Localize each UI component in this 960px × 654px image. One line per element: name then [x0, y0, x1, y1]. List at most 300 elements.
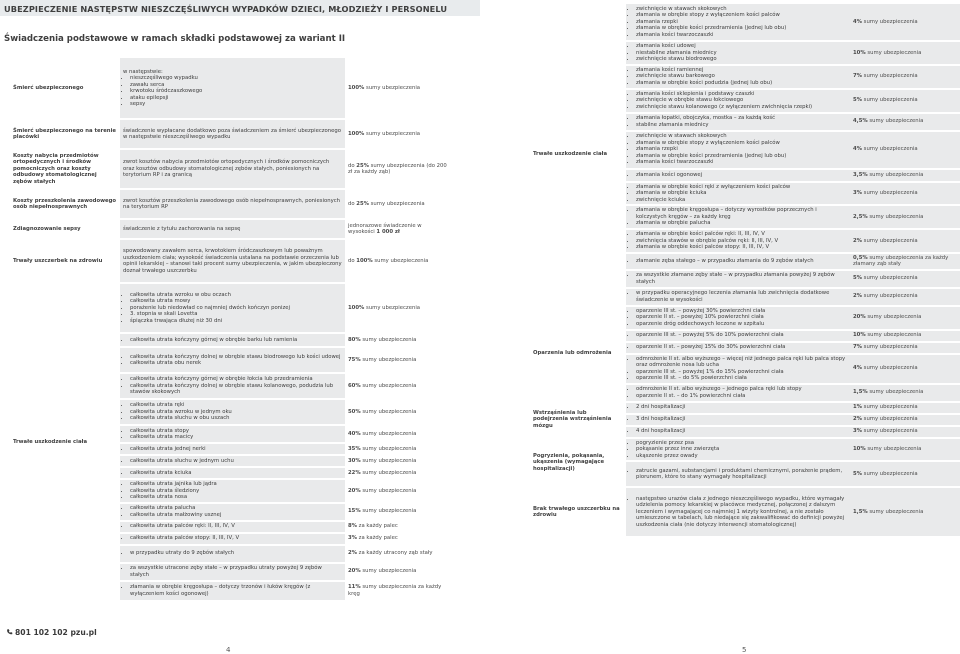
description-cell	[120, 532, 345, 544]
benefit-amount: 2,5%	[853, 213, 868, 220]
bullet-item: • złamania rzepki	[636, 19, 847, 26]
description-cell	[120, 454, 345, 466]
bullet-list	[123, 75, 342, 108]
bullet-list	[629, 133, 847, 166]
benefit-amount: 60%	[348, 382, 361, 389]
bullet-list	[629, 290, 847, 303]
benefit-value: 10% sumy ubezpieczenia	[850, 40, 960, 64]
bullet-item: • zwichnięcie kciuka	[636, 197, 847, 204]
benefit-value: 10% sumy ubezpieczenia	[850, 329, 960, 341]
bullet-item: • całkowita utrata nosa	[130, 494, 342, 501]
benefit-amount: 10%	[853, 49, 866, 56]
description-cell	[120, 544, 345, 562]
bullet-item: • złamania w obrębie kciuka	[636, 190, 847, 197]
bullet-item: • złamania kości ogonowej	[636, 172, 847, 179]
footer-contact	[6, 628, 97, 637]
bullet-list	[123, 337, 342, 344]
bullet-list	[629, 440, 847, 460]
benefit-amount: 8%	[348, 523, 357, 530]
bullet-item: • zatrucie gazami, substancjami i produktami chemicznymi, porażenie prądem, piorunem, które to stany wymagały hospitalizacji	[636, 468, 847, 481]
phone-icon	[6, 628, 13, 636]
benefit-value: 30% sumy ubezpieczenia	[345, 454, 450, 466]
bullet-item: • ataku epilepsji	[130, 95, 342, 102]
bullet-list	[123, 446, 342, 453]
bullet-item: • całkowita utrata wzroku w jednym oku	[130, 409, 342, 416]
benefit-value: 4% sumy ubezpieczenia	[850, 2, 960, 40]
bullet-item: • za wszystkie złamane zęby stałe – w przypadku złamania powyżej 9 zębów stałych	[636, 272, 847, 285]
benefit-amount: 2%	[853, 237, 862, 244]
bullet-item: • całkowita utrata mowy	[130, 298, 342, 305]
bullet-item: • w przypadku utraty do 9 zębów stałych	[130, 550, 342, 557]
benefit-value: 3,5% sumy ubezpieczenia	[850, 168, 960, 181]
description-cell	[120, 218, 345, 238]
benefit-value: 5% sumy ubezpieczenia	[850, 269, 960, 287]
benefit-value: 1,5% sumy ubezpieczenia	[850, 383, 960, 401]
bullet-item: • zwichnięcie stawu kolanowego (z wyłączeniem zwichnięcia rzepki)	[636, 104, 847, 111]
benefit-value: 40% sumy ubezpieczenia	[345, 424, 450, 442]
benefit-value: 7% sumy ubezpieczenia	[850, 341, 960, 353]
bullet-list	[629, 468, 847, 481]
bullet-list	[123, 523, 342, 530]
description-cell	[626, 287, 850, 305]
bullet-list	[629, 207, 847, 227]
bullet-item: • następstwo urazów ciała z jednego nieszczęśliwego wypadku, które wymagały udzielenia pomocy lekarskiej w placówce medycznej, połączonej z dalszym leczeniem i wymagającej co najmniej 1 wizyty kontrolnej, a nie zostało umieszczone w tabelach, lub niedające się zakwalifikować do definicji powyżej uszkodzenia ciała (nie dotyczy interwencji stomatologicznej)	[636, 496, 847, 529]
bullet-list	[123, 535, 342, 542]
benefit-value: 80% sumy ubezpieczenia	[345, 332, 450, 346]
category-label: Wstrząśnienia lub podejrzenia wstrząśnienia mózgu	[530, 401, 626, 437]
bullet-item: • odmrożenie II st. albo wyższego – jednego palca ręki lub stopy	[636, 386, 847, 393]
bullet-list	[629, 356, 847, 382]
benefit-amount: 1 000 zł	[376, 229, 400, 235]
benefit-amount: 10%	[853, 332, 866, 339]
bullet-list	[123, 458, 342, 465]
benefit-amount: 40%	[348, 430, 361, 437]
bullet-item: • całkowita utrata kończyny dolnej w obrębie stawu biodrowego lub kości udowej	[130, 354, 342, 361]
bullet-item: • całkowita utrata małżowiny usznej	[130, 512, 342, 519]
bullet-item: • pogryzienie przez psa	[636, 440, 847, 447]
bullet-list	[629, 231, 847, 251]
bullet-list	[629, 115, 847, 128]
description-cell	[626, 401, 850, 413]
bullet-item: • oparzenie dróg oddechowych leczone w szpitalu	[636, 321, 847, 328]
bullet-item: • złamania w obrębie kręgosłupa – dotyczy wyrostków poprzecznych i kolczystych kręgów – za każdy kręg	[636, 207, 847, 220]
bullet-item: • całkowita utrata obu nerek	[130, 360, 342, 367]
bullet-item: • całkowita utrata jednej nerki	[130, 446, 342, 453]
bullet-list	[629, 404, 847, 411]
benefit-amount: 15%	[348, 508, 361, 515]
benefit-amount: 1,5%	[853, 508, 868, 515]
description-cell	[626, 130, 850, 168]
benefit-value: do 25% sumy ubezpieczenia	[345, 188, 450, 218]
description-cell	[626, 40, 850, 64]
bullet-list	[629, 272, 847, 285]
category-label: Oparzenia lub odmrożenia	[530, 305, 626, 401]
category-label: Trwałe uszkodzenie ciała	[530, 2, 626, 305]
table-row	[530, 2, 960, 40]
bullet-list	[629, 344, 847, 351]
table-row	[530, 305, 960, 329]
benefit-amount: 2%	[853, 293, 862, 300]
description-cell	[120, 398, 345, 424]
benefit-value: 20% sumy ubezpieczenia	[850, 305, 960, 329]
table-row	[10, 118, 450, 148]
benefit-value: 3% sumy ubezpieczenia	[850, 425, 960, 437]
bullet-item: • całkowita utrata stopy	[130, 428, 342, 435]
description-cell	[626, 413, 850, 425]
description-cell	[626, 181, 850, 205]
bullet-item: • złamania kości udowej	[636, 43, 847, 50]
description-cell	[626, 437, 850, 461]
benefit-amount: 30%	[348, 457, 361, 464]
description-cell	[626, 2, 850, 40]
benefit-amount: 5%	[853, 275, 862, 282]
bullet-item: • całkowita utrata słuchu w jednym uchu	[130, 458, 342, 465]
bullet-list	[123, 292, 342, 325]
page-number-left: 4	[226, 646, 231, 654]
description-text: zwrot kosztów przeszkolenia zawodowego osób niepełnosprawnych, poniesionych na terytorium RP	[123, 197, 341, 210]
bullet-item: • za wszystkie utracone zęby stałe – w przypadku utraty powyżej 9 zębów stałych	[130, 565, 342, 578]
description-cell	[120, 424, 345, 442]
benefit-amount: 75%	[348, 356, 361, 363]
bullet-item: • całkowita utrata macicy	[130, 434, 342, 441]
description-cell	[120, 502, 345, 520]
bullet-item: • niestabilne złamania miednicy	[636, 50, 847, 57]
benefit-amount: 11%	[348, 584, 361, 590]
description-cell	[626, 460, 850, 486]
benefit-amount: 4%	[853, 365, 862, 372]
table-row	[530, 437, 960, 461]
description-cell	[120, 56, 345, 118]
description-cell	[626, 329, 850, 341]
table-row	[10, 148, 450, 188]
benefits-table-left	[10, 56, 450, 600]
benefit-amount: 2%	[853, 416, 862, 423]
description-text: świadczenie wypłacane dodatkowo poza świadczeniem za śmierć ubezpieczonego w następstwie nieszczęśliwego wypadku	[123, 127, 341, 140]
category-label: Śmierć ubezpieczonego	[10, 56, 120, 118]
table-row	[10, 56, 450, 118]
description-cell	[626, 228, 850, 252]
benefit-amount: 100%	[348, 84, 365, 91]
description-cell	[626, 252, 850, 269]
bullet-item: • złamanie zęba stałego – w przypadku złamania do 9 zębów stałych	[636, 258, 847, 265]
description-text: świadczenie z tytułu zachorowania na sepsę	[123, 225, 241, 232]
bullet-item: • złamania w obrębie kości podudzia (jednej lub obu)	[636, 80, 847, 87]
bullet-list	[123, 584, 342, 597]
bullet-list	[629, 428, 847, 435]
description-cell	[626, 341, 850, 353]
description-cell	[120, 562, 345, 580]
benefit-value: 100% sumy ubezpieczenia	[345, 118, 450, 148]
description-cell	[626, 353, 850, 383]
bullet-item: • złamania w obrębie kości przedramienia (jednej lub obu)	[636, 153, 847, 160]
bullet-item: • złamania rzepki	[636, 146, 847, 153]
bullet-list	[629, 43, 847, 63]
description-cell	[120, 148, 345, 188]
bullet-item: • oparzenie III st. – do 5% powierzchni ciała	[636, 375, 847, 382]
table-row	[10, 188, 450, 218]
benefit-amount: 22%	[348, 469, 361, 476]
benefit-value: 60% sumy ubezpieczenia	[345, 372, 450, 398]
category-label: Śmierć ubezpieczonego na terenie placówki	[10, 118, 120, 148]
benefit-amount: 100%	[348, 304, 365, 311]
bullet-item: • złamania kości ramiennej	[636, 67, 847, 74]
bullet-item: • całkowita utrata palucha	[130, 505, 342, 512]
bullet-item: • 3. stopnia w skali Lovetta	[130, 311, 342, 318]
benefits-table-right	[530, 2, 960, 536]
benefit-amount: 3,5%	[853, 171, 868, 178]
description-cell	[120, 118, 345, 148]
benefit-amount: 100%	[348, 130, 365, 137]
benefit-value: 35% sumy ubezpieczenia	[345, 442, 450, 454]
benefit-value: 2% sumy ubezpieczenia	[850, 228, 960, 252]
benefit-value: 3% za każdy palec	[345, 532, 450, 544]
description-cell	[120, 282, 345, 332]
description-cell	[626, 204, 850, 228]
benefit-value: 10% sumy ubezpieczenia	[850, 437, 960, 461]
bullet-item: • pokąsanie przez inne zwierzęta	[636, 446, 847, 453]
benefit-amount: 100%	[356, 257, 373, 264]
bullet-item: • złamania w obrębie stopy z wyłączeniem kości palców	[636, 140, 847, 147]
benefit-value: do 100% sumy ubezpieczenia	[345, 238, 450, 282]
bullet-item: • porażenie lub niedowład co najmniej dwóch kończyn ponizej	[130, 305, 342, 312]
page-number-right: 5	[742, 646, 747, 654]
bullet-item: • złamania w obrębie kręgosłupa – dotyczy trzonów i łuków kręgów (z wyłączeniem kości ogonowej)	[130, 584, 342, 597]
table-row	[10, 238, 450, 282]
benefit-amount: 50%	[348, 408, 361, 415]
bullet-list	[629, 332, 847, 339]
benefit-amount: 4%	[853, 18, 862, 25]
benefit-amount: 3%	[853, 428, 862, 435]
benefit-amount: 7%	[853, 344, 862, 351]
table-row	[530, 486, 960, 536]
bullet-list	[123, 505, 342, 518]
bullet-item: • całkowita utrata kończyny górnej w obrębie barku lub ramienia	[130, 337, 342, 344]
benefit-amount: 5%	[853, 97, 862, 104]
bullet-item: • całkowita utrata palców stopy: II, III, IV, V	[130, 535, 342, 542]
description-cell	[626, 383, 850, 401]
bullet-list	[629, 91, 847, 111]
benefit-amount: 7%	[853, 73, 862, 80]
bullet-item: • 4 dni hospitalizacji	[636, 428, 847, 435]
description-cell	[120, 332, 345, 346]
description-cell	[120, 520, 345, 532]
bullet-item: • nieszczęśliwego wypadku	[130, 75, 342, 82]
bullet-list	[123, 481, 342, 501]
description-cell	[120, 346, 345, 372]
bullet-item: • zwichnięcie w obrębie stawu łokciowego	[636, 97, 847, 104]
bullet-item: • oparzenie II st. – powyżej 10% powierzchni ciała	[636, 314, 847, 321]
bullet-item: • całkowita utrata kciuka	[130, 470, 342, 477]
benefit-amount: 20%	[348, 568, 361, 575]
category-label: Zdiagnozowanie sepsy	[10, 218, 120, 238]
description-text: w następstwie:	[123, 68, 163, 75]
benefit-value: jednorazowe świadczenie w wysokości 1 000 zł	[345, 218, 450, 238]
bullet-item: • złamania w obrębie palucha	[636, 220, 847, 227]
benefit-amount: 10%	[853, 446, 866, 452]
bullet-list	[629, 386, 847, 399]
bullet-list	[629, 172, 847, 179]
bullet-list	[629, 416, 847, 423]
benefit-amount: 2%	[348, 550, 357, 557]
table-row	[530, 401, 960, 413]
category-label: Pogryzienia, pokąsania, ukąszenia (wymagające hospitalizacji)	[530, 437, 626, 487]
description-cell	[120, 442, 345, 454]
benefit-value: 11% sumy ubezpieczenia za każdy kręg	[345, 580, 450, 600]
bullet-item: • oparzenie III st. – powyżej 1% do 15% powierzchni ciała	[636, 369, 847, 376]
page-title: UBEZPIECZENIE NASTĘPSTW NIESZCZĘŚLIWYCH WYPADKÓW DZIECI, MŁODZIEŻY I PERSONELU	[4, 4, 448, 14]
right-page	[480, 0, 960, 654]
benefit-amount: 80%	[348, 336, 361, 343]
bullet-item: • oparzenie II st. – do 1% powierzchni ciała	[636, 393, 847, 400]
bullet-item: • zwichnięcie stawu biodrowego	[636, 56, 847, 63]
description-cell	[626, 425, 850, 437]
bullet-list	[123, 376, 342, 396]
bullet-item: • złamania w obrębie kości palców stopy: II, III, IV, V	[636, 244, 847, 251]
description-cell	[120, 238, 345, 282]
benefit-value: do 25% sumy ubezpieczenia (do 200 zł za każdy ząb)	[345, 148, 450, 188]
description-cell	[626, 88, 850, 112]
footer-site[interactable]: pzu.pl	[70, 628, 97, 637]
bullet-item: • złamania w obrębie kości przedramienia (jednej lub obu)	[636, 25, 847, 32]
bullet-list	[123, 402, 342, 422]
bullet-item: • złamania łopatki, obojczyka, mostka – za każdą kość	[636, 115, 847, 122]
benefit-value: 50% sumy ubezpieczenia	[345, 398, 450, 424]
bullet-item: • oparzenie III st. – powyżej 5% do 10% powierzchni ciała	[636, 332, 847, 339]
benefit-amount: 3%	[348, 535, 357, 542]
bullet-list	[629, 308, 847, 328]
bullet-item: • zwichnięcie w stawach skokowych	[636, 6, 847, 13]
benefit-value: 5% sumy ubezpieczenia	[850, 460, 960, 486]
bullet-item: • zwichnięcia stawów w obrębie palców ręki: II, III, IV, V	[636, 238, 847, 245]
bullet-item: • całkowita utrata ręki	[130, 402, 342, 409]
bullet-item: • zawału serca	[130, 82, 342, 89]
description-cell	[120, 372, 345, 398]
bullet-item: • złamania kości twarzoczaszki	[636, 32, 847, 39]
bullet-item: • ukąszenie przez owady	[636, 453, 847, 460]
description-cell	[626, 486, 850, 536]
page-subtitle: Świadczenia podstawowe w ramach składki podstawowej za wariant II	[4, 34, 346, 44]
benefit-amount: 3%	[853, 190, 862, 196]
bullet-item: • całkowita utrata kończyny dolnej w obrębie stawu kolanowego, podudzia lub stawów skokowych	[130, 383, 342, 396]
bullet-item: • złamania kości sklepienia i podstawy czaszki	[636, 91, 847, 98]
bullet-item: • złamania w obrębie kości palców ręki: II, III, IV, V	[636, 231, 847, 238]
benefit-value: 1% sumy ubezpieczenia	[850, 401, 960, 413]
category-label: Trwałe uszkodzenie ciała	[10, 282, 120, 600]
benefit-amount: 0,5%	[853, 254, 868, 261]
benefit-value: 4% sumy ubezpieczenia	[850, 353, 960, 383]
benefit-value: 3% sumy ubezpieczenia	[850, 181, 960, 205]
bullet-item: • 3 dni hospitalizacji	[636, 416, 847, 423]
benefit-value: 7% sumy ubezpieczenia	[850, 64, 960, 88]
bullet-list	[123, 428, 342, 441]
bullet-item: • całkowita utrata jajnika lub jądra	[130, 481, 342, 488]
benefit-amount: 20%	[853, 314, 866, 321]
benefit-value: 75% sumy ubezpieczenia	[345, 346, 450, 372]
bullet-item: • złamania w obrębie kości ręki z wyłączeniem kości palców	[636, 184, 847, 191]
benefit-amount: 4%	[853, 146, 862, 153]
description-cell	[626, 269, 850, 287]
bullet-item: • stabilne złamania miednicy	[636, 122, 847, 129]
benefit-amount: 25%	[356, 200, 369, 207]
bullet-item: • oparzenie III st. – powyżej 30% powierzchni ciała	[636, 308, 847, 315]
benefit-amount: 20%	[348, 487, 361, 494]
benefit-value: 100% sumy ubezpieczenia	[345, 282, 450, 332]
bullet-item: • śpiączka trwająca dłużej niż 30 dni	[130, 318, 342, 325]
benefit-amount: 4,5%	[853, 118, 868, 125]
category-label: Brak trwałego uszczerbku na zdrowiu	[530, 486, 626, 536]
benefit-amount: 1,5%	[853, 389, 868, 396]
benefit-value: 8% za każdy palec	[345, 520, 450, 532]
bullet-item: • całkowita utrata wzroku w obu oczach	[130, 292, 342, 299]
benefit-amount: 1%	[853, 404, 862, 411]
footer-phone[interactable]: 801 102 102	[15, 628, 68, 637]
bullet-item: • całkowita utrata palców ręki: II, III, IV, V	[130, 523, 342, 530]
category-label: Koszty przeszkolenia zawodowego osób niepełnosprawnych	[10, 188, 120, 218]
benefit-value: 22% sumy ubezpieczenia	[345, 466, 450, 478]
benefit-value: 5% sumy ubezpieczenia	[850, 88, 960, 112]
bullet-item: • całkowita utrata kończyny górnej w obrębie łokcia lub przedramienia	[130, 376, 342, 383]
benefit-value: 2% sumy ubezpieczenia	[850, 413, 960, 425]
bullet-list	[629, 67, 847, 87]
bullet-list	[123, 565, 342, 578]
bullet-item: • odmrożenie II st. albo wyższego – więcej niż jednego palca ręki lub palca stopy oraz odmrożenie nosa lub ucha	[636, 356, 847, 369]
description-cell	[626, 64, 850, 88]
benefit-value: 100% sumy ubezpieczenia	[345, 56, 450, 118]
benefit-value: 15% sumy ubezpieczenia	[345, 502, 450, 520]
bullet-item: • 2 dni hospitalizacji	[636, 404, 847, 411]
bullet-list	[629, 6, 847, 39]
bullet-list	[629, 496, 847, 529]
benefit-amount: 5%	[853, 470, 862, 477]
bullet-item: • sepsy	[130, 101, 342, 108]
bullet-list	[123, 470, 342, 477]
category-label: Trwały uszczerbek na zdrowiu	[10, 238, 120, 282]
bullet-item: • zwichnięcie stawu barkowego	[636, 73, 847, 80]
bullet-item: • w przypadku operacyjnego leczenia złamania lub zwichnięcia dodatkowe świadczenie w wysokości	[636, 290, 847, 303]
benefit-value: 20% sumy ubezpieczenia	[345, 562, 450, 580]
benefit-value: 1,5% sumy ubezpieczenia	[850, 486, 960, 536]
benefit-amount: 35%	[348, 445, 361, 452]
description-cell	[120, 478, 345, 502]
bullet-item: • złamania kości twarzoczaszki	[636, 159, 847, 166]
bullet-item: • całkowita utrata śledziony	[130, 488, 342, 495]
benefit-value: 4% sumy ubezpieczenia	[850, 130, 960, 168]
bullet-list	[123, 550, 342, 557]
benefit-value: 2% sumy ubezpieczenia	[850, 287, 960, 305]
table-row	[10, 282, 450, 332]
description-cell	[120, 466, 345, 478]
benefit-value: 2% za każdy utracony ząb stały	[345, 544, 450, 562]
bullet-list	[629, 184, 847, 204]
description-cell	[626, 305, 850, 329]
bullet-list	[629, 258, 847, 265]
benefit-value: 4,5% sumy ubezpieczenia	[850, 112, 960, 130]
bullet-item: • zwichnięcie w stawach skokowych	[636, 133, 847, 140]
benefit-value: 2,5% sumy ubezpieczenia	[850, 204, 960, 228]
bullet-list	[123, 354, 342, 367]
benefit-amount: 25%	[356, 162, 369, 169]
bullet-item: • złamania w obrębie stopy z wyłączeniem kości palców	[636, 12, 847, 19]
description-cell	[626, 112, 850, 130]
description-text: zwrot kosztów nabycia przedmiotów ortopedycznych i środków pomocniczych oraz kosztów odbudowy stomatologicznej zębów stałych, poniesionych na terytorium RP i za granicą	[123, 159, 330, 179]
description-cell	[120, 580, 345, 600]
table-row	[10, 218, 450, 238]
description-cell	[626, 168, 850, 181]
bullet-item: • całkowita utrata słuchu w obu uszach	[130, 415, 342, 422]
description-text: spowodowany zawałem serca, krwotokiem śródczaszkowym lub poważnym uszkodzeniem ciała; wysokość świadczenia ustalana na podstawie orzeczenia lub opinii lekarskiej – stanowi taki procent sumy ubezpieczenia, w jakim ubezpieczony doznał trwałego uszczerbku	[123, 248, 342, 274]
bullet-item: • oparzenie II st. – powyżej 15% do 30% powierzchni ciała	[636, 344, 847, 351]
benefit-value: 0,5% sumy ubezpieczenia za każdy złamany ząb stały	[850, 252, 960, 269]
